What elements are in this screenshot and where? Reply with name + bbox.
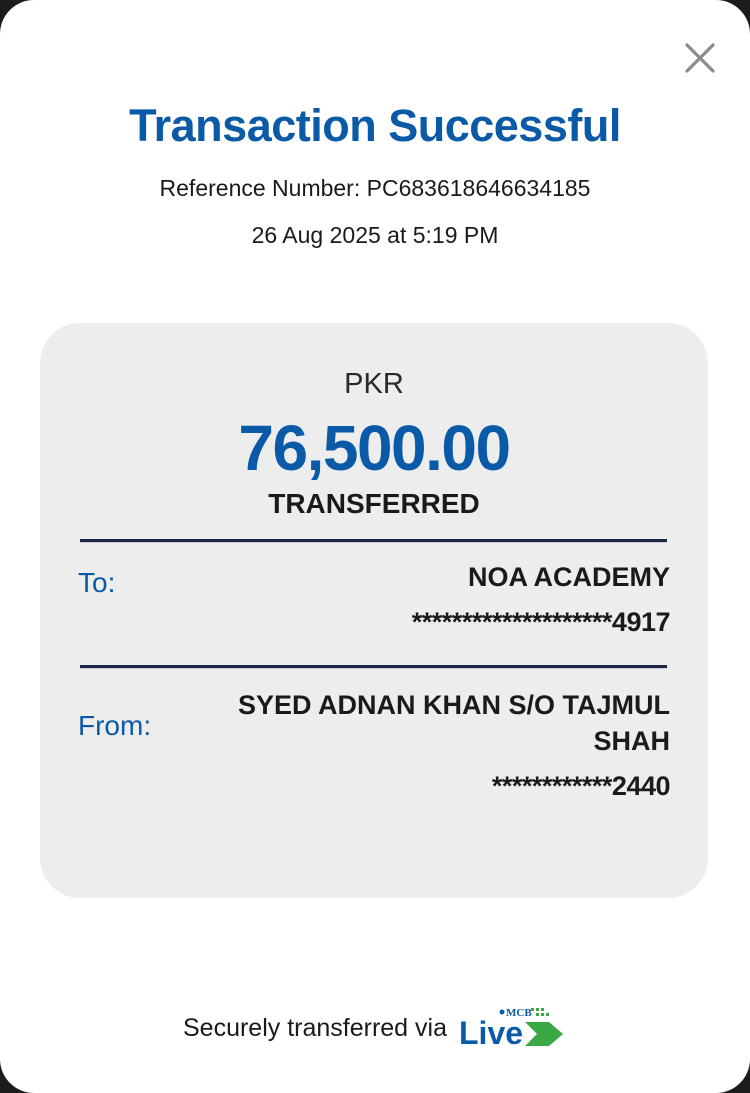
recipient-account: ********************4917 <box>411 607 670 637</box>
footer <box>0 1000 750 1056</box>
recipient-name: NOA ACADEMY <box>468 562 670 592</box>
svg-text:MCB: MCB <box>506 1007 532 1019</box>
sender-account: ************2440 <box>491 771 670 801</box>
svg-text:Live: Live <box>459 1015 524 1051</box>
transfer-summary-card <box>40 323 708 898</box>
transfer-amount: 76,500.00 <box>238 412 510 484</box>
page-title: Transaction Successful <box>129 100 621 151</box>
mcb-live-logo <box>459 1004 567 1052</box>
from-label: From: <box>78 710 152 741</box>
divider <box>80 665 667 669</box>
divider <box>80 539 667 543</box>
sender-name: SYED ADNAN KHAN S/O TAJMUL SHAH <box>237 690 670 756</box>
close-button[interactable] <box>676 34 724 82</box>
currency-code: PKR <box>344 368 404 400</box>
reference-number: Reference Number: PC683618646634185 <box>159 175 591 201</box>
to-label: To: <box>78 567 116 598</box>
footer-text: Securely transferred via <box>182 1013 447 1042</box>
transfer-status: TRANSFERRED <box>268 488 480 519</box>
transaction-datetime: 26 Aug 2025 at 5:19 PM <box>251 222 499 248</box>
close-icon <box>676 34 724 82</box>
